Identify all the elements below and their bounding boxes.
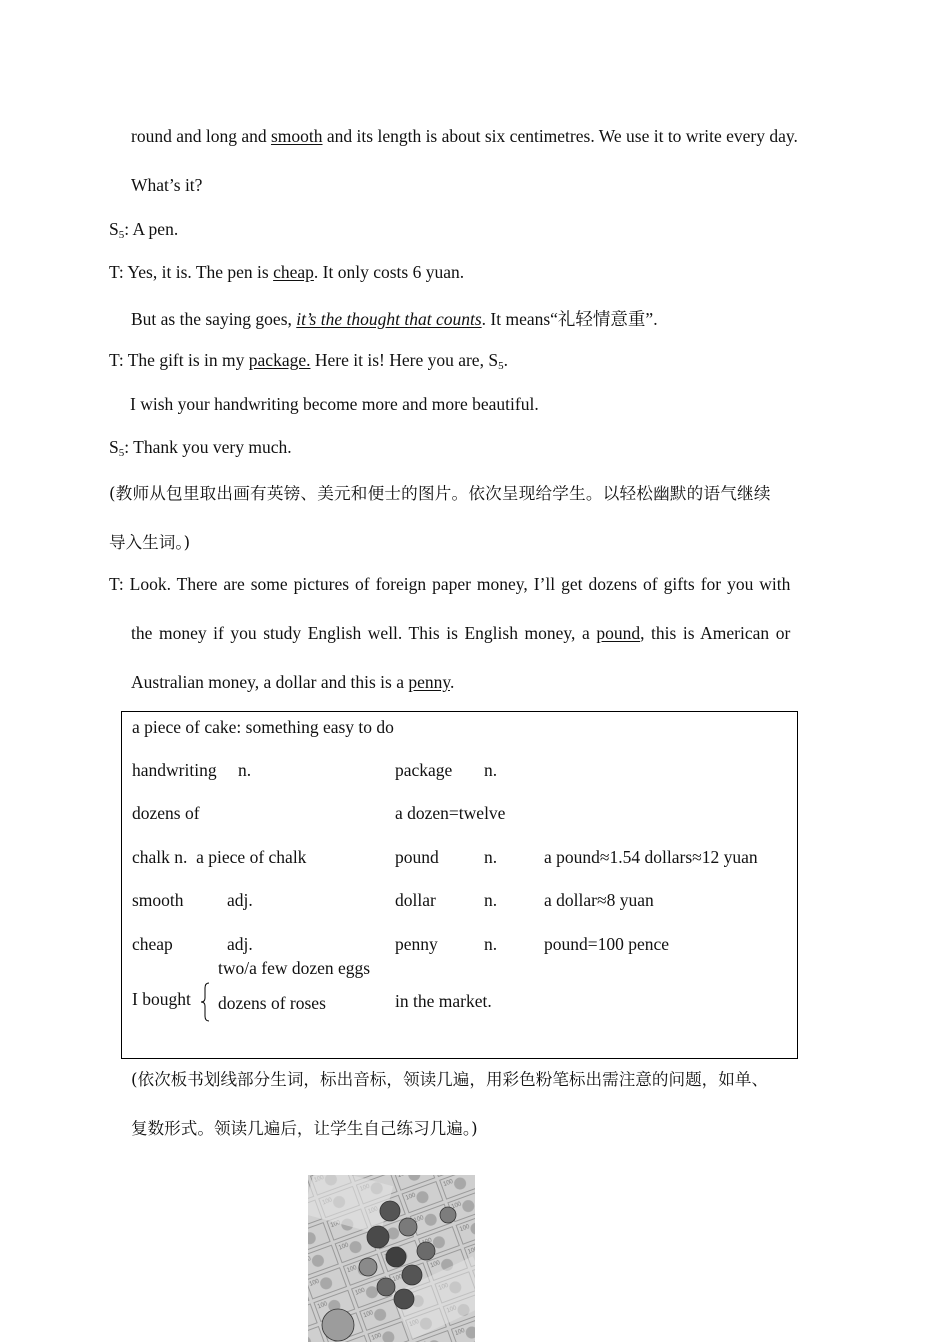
vocab-cheap: cheap xyxy=(273,262,314,282)
board-package: package xyxy=(395,760,453,780)
vocab-pound: pound xyxy=(596,623,641,643)
board-market: in the market. xyxy=(395,991,492,1011)
text-segment: round and long and xyxy=(131,126,271,146)
text-segment: . xyxy=(449,672,455,692)
money-photo-icon xyxy=(308,1175,475,1342)
saying-line xyxy=(131,306,658,331)
vocab-saying: it’s the thought that counts xyxy=(296,309,482,329)
board-dollar: dollar xyxy=(395,890,436,910)
board-pos: n. xyxy=(484,934,498,954)
teacher-look-line: T: Look. There are some pictures of foreign paper money, I’ll get dozens of gifts for you with xyxy=(109,574,791,594)
speaker-sub: 5 xyxy=(118,447,125,459)
board-dozen-def: a dozen=twelve xyxy=(395,803,506,823)
board-chalk: chalk n. a piece of chalk xyxy=(132,847,307,867)
money-line xyxy=(131,623,863,644)
student-answer xyxy=(109,219,178,241)
wish-line: I wish your handwriting become more and more beautiful. xyxy=(130,394,539,414)
penny-line xyxy=(131,672,454,693)
dialogue-line-smooth xyxy=(131,126,798,147)
teacher-note-1: (教师从包里取出画有英镑、美元和便士的图片。依次呈现给学生。以轻松幽默的语气继续 xyxy=(109,484,771,503)
board-pound-rate: a pound≈1.54 dollars≈12 yuan xyxy=(544,847,758,867)
text-segment: Australian money, a dollar and this is a xyxy=(131,672,409,692)
speaker: S xyxy=(109,219,119,239)
teacher-note-2-cont: 复数形式。领读几遍后，让学生自己练习几遍。) xyxy=(131,1119,478,1138)
text-segment: But as the saying goes, xyxy=(131,309,297,329)
board-pence: pound=100 pence xyxy=(544,934,670,954)
speaker: S xyxy=(109,437,119,457)
text-segment: T: The gift is in my xyxy=(109,350,249,370)
text-segment: . It means“礼轻情意重”. xyxy=(481,309,658,329)
teacher-note-1-cont: 导入生词。) xyxy=(109,533,191,552)
board-pos: adj. xyxy=(227,890,253,910)
vocab-penny: penny xyxy=(408,672,450,692)
text-segment: . xyxy=(503,350,508,370)
board-pos: n. xyxy=(484,847,498,867)
board-pos: n. xyxy=(238,760,252,780)
text-segment: . It only costs 6 yuan. xyxy=(313,262,465,282)
teacher-cheap-line xyxy=(109,262,464,283)
board-dollar-rate: a dollar≈8 yuan xyxy=(544,890,654,910)
board-dozens: dozens of xyxy=(132,803,200,823)
board-option-roses: dozens of roses xyxy=(218,993,326,1013)
board-smooth: smooth xyxy=(132,890,184,910)
student-thanks xyxy=(109,437,292,459)
vocab-smooth: smooth xyxy=(270,126,323,146)
board-pos: adj. xyxy=(227,934,253,954)
board-cheap: cheap xyxy=(132,934,173,954)
teacher-package-line xyxy=(109,350,508,372)
teacher-note-2: (依次板书划线部分生词，标出音标，领读几遍，用彩色粉笔标出需注意的问题，如单、 xyxy=(131,1070,769,1089)
board-pos: n. xyxy=(484,760,498,780)
speaker-sub: 5 xyxy=(118,229,125,241)
board-pound: pound xyxy=(395,847,439,867)
text-segment: the money if you study English well. This is English money, a xyxy=(131,623,597,643)
text-segment: and its length is about six centimetres. We use it to write every day. xyxy=(322,126,798,146)
text-segment: T: Yes, it is. The pen is xyxy=(109,262,274,282)
vocab-package: package. xyxy=(248,350,311,370)
text-segment: , this is American or xyxy=(640,623,791,643)
board-handwriting: handwriting xyxy=(132,760,217,780)
board-bought: I bought xyxy=(132,989,191,1009)
speaker-sub: 5 xyxy=(498,360,504,372)
text-segment: Here it is! Here you are, S xyxy=(310,350,499,370)
board-penny: penny xyxy=(395,934,438,954)
thanks-text: : Thank you very much. xyxy=(124,437,292,457)
answer-text: : A pen. xyxy=(124,219,179,239)
curly-brace-icon xyxy=(200,982,210,1022)
dialogue-question: What’s it? xyxy=(131,175,203,195)
board-option-eggs: two/a few dozen eggs xyxy=(218,958,371,978)
board-pos: n. xyxy=(484,890,498,910)
board-row-cake: a piece of cake: something easy to do xyxy=(132,717,394,737)
